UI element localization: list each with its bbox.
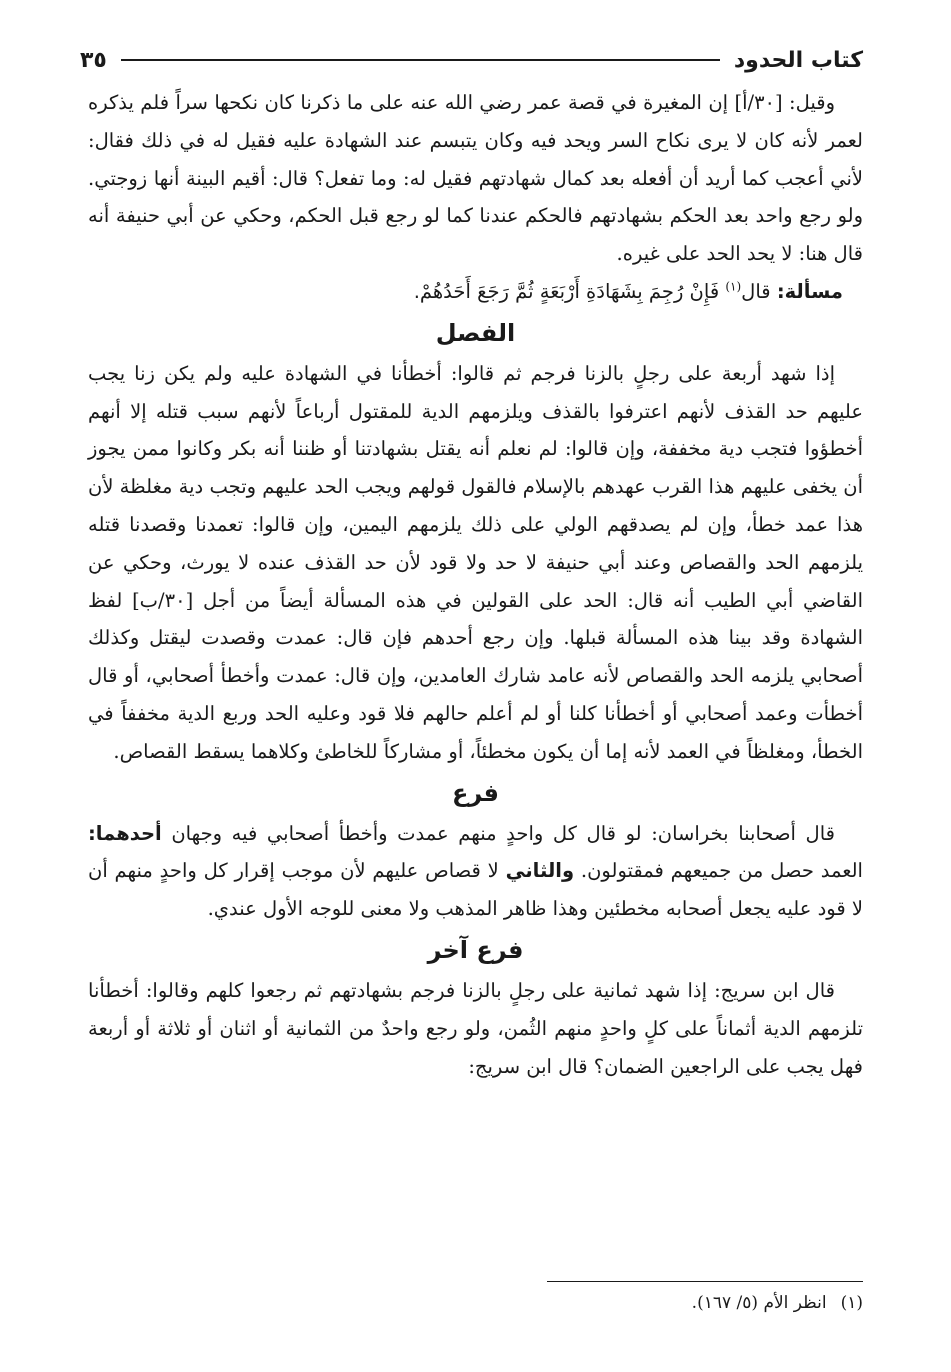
- first-view-label: أحدهما:: [88, 821, 162, 845]
- header-rule: [121, 59, 720, 61]
- paragraph-4: قال ابن سريج: إذا شهد ثمانية على رجلٍ بالزنا فرجم بشهادتهم ثم رجعوا كلهم وقالوا: أخطأنا تلزمهم الدية أثماناً على كلٍ واحدٍ منهم الثُمن، ولو رجع واحدٌ من الثمانية أو اثنان أو ثلاثة أو أربعة فهل يجب على الراجعين الضمان؟ قال ابن سريج:: [88, 978, 863, 1078]
- book-title: كتاب الحدود: [733, 47, 863, 73]
- body-text: [88, 84, 863, 1085]
- section-heading-far: فرع: [451, 778, 500, 807]
- footnote-reference: (١): [725, 279, 742, 294]
- footnote-marker: (١): [840, 1293, 863, 1313]
- masala-label: مسألة:: [776, 279, 843, 303]
- paragraph-3-lead: قال أصحابنا بخراسان: لو قال كل واحدٍ منهم عمدت وأخطأ أصحابي فيه وجهان: [171, 821, 835, 845]
- section-heading-far-akhar: فرع آخر: [427, 935, 524, 964]
- masala-line: [88, 273, 863, 311]
- paragraph-3: [88, 815, 863, 928]
- running-header: [80, 40, 863, 80]
- footnote-text: انظر الأم (٥/ ١٦٧).: [691, 1293, 827, 1313]
- second-view-text: لا قصاص عليهم لأن موجب إقرار كل واحدٍ منهم أن لا قود عليه يجعل أصحابه مخطئين وهذا ظاهر المذهب ولا معنى للوجه الأول عندي.: [88, 859, 863, 921]
- paragraph-1: وقيل: [٣٠/أ] إن المغيرة في قصة عمر رضي الله عنه على ما ذكرنا كان نكحها سراً فلم يذكره لعمر لأنه كان لا يرى نكاح السر ويحد فيه وكان يتبسم عند الشهادة عليه فقيل له في ذلك فقال: لأني أعجب كما أريد أن أفعله بعد كمال شهادتهم فقيل له: وما تفعل؟ قال: أقيم البينة أنها زوجتي. ولو رجع واحد بعد الحكم بشهادتهم فالحكم عندنا كما لو رجع قبل الحكم، وحكي عن أبي حنيفة أنه قال هنا: لا يحد الحد على غيره.: [88, 91, 863, 266]
- masala-quote: فَإِنْ رُجِمَ بِشَهَادَةِ أَرْبَعَةٍ ثُمَّ رَجَعَ أَحَدُهُمْ.: [413, 279, 720, 303]
- section-heading-fasl: الفصل: [435, 318, 516, 347]
- footnote: [692, 1293, 863, 1313]
- page-number: ٣٥: [80, 47, 107, 73]
- second-view-label: والثاني: [505, 859, 575, 883]
- masala-said: قال: [741, 279, 771, 303]
- footnote-rule: [547, 1281, 863, 1282]
- paragraph-2: إذا شهد أربعة على رجلٍ بالزنا فرجم ثم قالوا: أخطأنا في الشهادة عليه ولم يكن زنا يجب عليهم حد القذف لأنهم اعترفوا بالقذف ويلزمهم الدية للمقتول أرباعاً لأنهم سبب قتله إلا أنهم أخطؤوا فتجب دية مخففة، وإن قالوا: لم نعلم أنه يقتل بشهادتنا أو ظننا أنه بكر وكانوا ممن يجوز أن يخفى عليهم هذا القرب عهدهم بالإسلام فالقول قولهم ويجب الحد عليهم وتجب دية مغلظة لأن هذا عمد خطأ، وإن لم يصدقهم الولي على ذلك يلزمهم اليمين، وإن قالوا: تعمدنا وقصدنا قتله يلزمهم الحد والقصاص وعند أبي حنيفة لا حد ولا قود لأن حد القذف عنده لا يورث، وحكي عن القاضي أبي الطيب أنه قال: الحد على القولين في هذه المسألة أيضاً من أجل [٣٠/ب] لفظ الشهادة وقد بينا هذه المسألة قبلها. وإن رجع أحدهم فإن قال: عمدت وقصدت ليقتل وكذلك أصحابي يلزمه الحد والقصاص لأنه عامد شارك العامدين، وإن قال: عمدت وأخطأ أصحابي، أو قال أخطأت وعمد أصحابي أو أخطأنا كلنا أو لم أعلم حالهم فلا قود وعليه الحد وربع الدية مخففاً في الخطأ، ومغلظاً في العمد لأنه إما أن يكون مخطئاً، أو مشاركاً للخاطئ وكلاهما يسقط القصاص.: [88, 361, 863, 763]
- first-view-text: العمد حصل من جميعهم فمقتولون.: [580, 859, 863, 883]
